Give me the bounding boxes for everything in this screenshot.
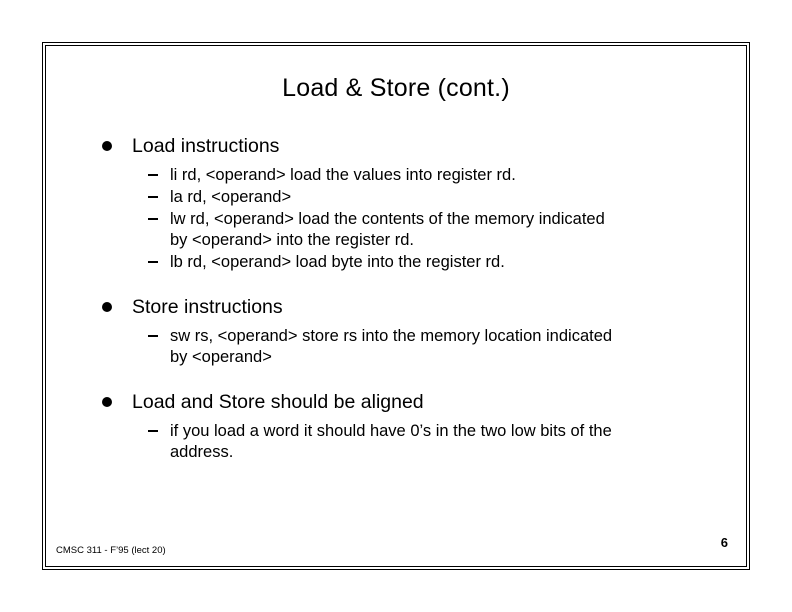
list-item	[148, 421, 726, 463]
list-item-text: if you load a word it should have 0’s in the two low bits of the	[170, 422, 612, 440]
list-item-text-continued: address.	[170, 443, 234, 461]
list-item	[148, 209, 726, 251]
list-item-text-continued: by <operand>	[170, 348, 272, 366]
page-title: Load & Store (cont.)	[282, 74, 510, 102]
section-heading-load-instructions	[94, 134, 726, 158]
bullet-dash-icon	[148, 335, 158, 337]
bullet-disc-icon	[102, 302, 112, 312]
list-item-text: li rd, <operand> load the values into register rd.	[170, 166, 516, 184]
list-item	[148, 252, 726, 273]
slide-body	[94, 134, 726, 464]
bullet-dash-icon	[148, 430, 158, 432]
sub-list-load-instructions	[94, 165, 726, 273]
sub-list-alignment	[94, 421, 726, 463]
section-heading-label: Load and Store should be aligned	[132, 391, 424, 413]
bullet-disc-icon	[102, 397, 112, 407]
sub-list-store-instructions	[94, 326, 726, 368]
list-item-text: lw rd, <operand> load the contents of the memory indicated	[170, 210, 605, 228]
section-heading-alignment	[94, 390, 726, 414]
slide-inner-border	[45, 45, 747, 567]
bullet-dash-icon	[148, 196, 158, 198]
slide-frame	[42, 42, 750, 570]
footer-course-label: CMSC 311 - F’95 (lect 20)	[56, 545, 166, 556]
bullet-disc-icon	[102, 141, 112, 151]
section-heading-label: Store instructions	[132, 296, 283, 318]
page-number: 6	[720, 535, 728, 550]
list-item-text: la rd, <operand>	[170, 188, 292, 206]
section-heading-label: Load instructions	[132, 135, 280, 157]
list-item-text: lb rd, <operand> load byte into the register rd.	[170, 253, 505, 271]
list-item	[148, 165, 726, 186]
section-heading-store-instructions	[94, 295, 726, 319]
list-item-text: sw rs, <operand> store rs into the memory location indicated	[170, 327, 613, 345]
list-item-text-continued: by <operand> into the register rd.	[170, 231, 414, 249]
bullet-dash-icon	[148, 218, 158, 220]
bullet-dash-icon	[148, 174, 158, 176]
list-item	[148, 326, 726, 368]
bullet-dash-icon	[148, 261, 158, 263]
list-item	[148, 187, 726, 208]
